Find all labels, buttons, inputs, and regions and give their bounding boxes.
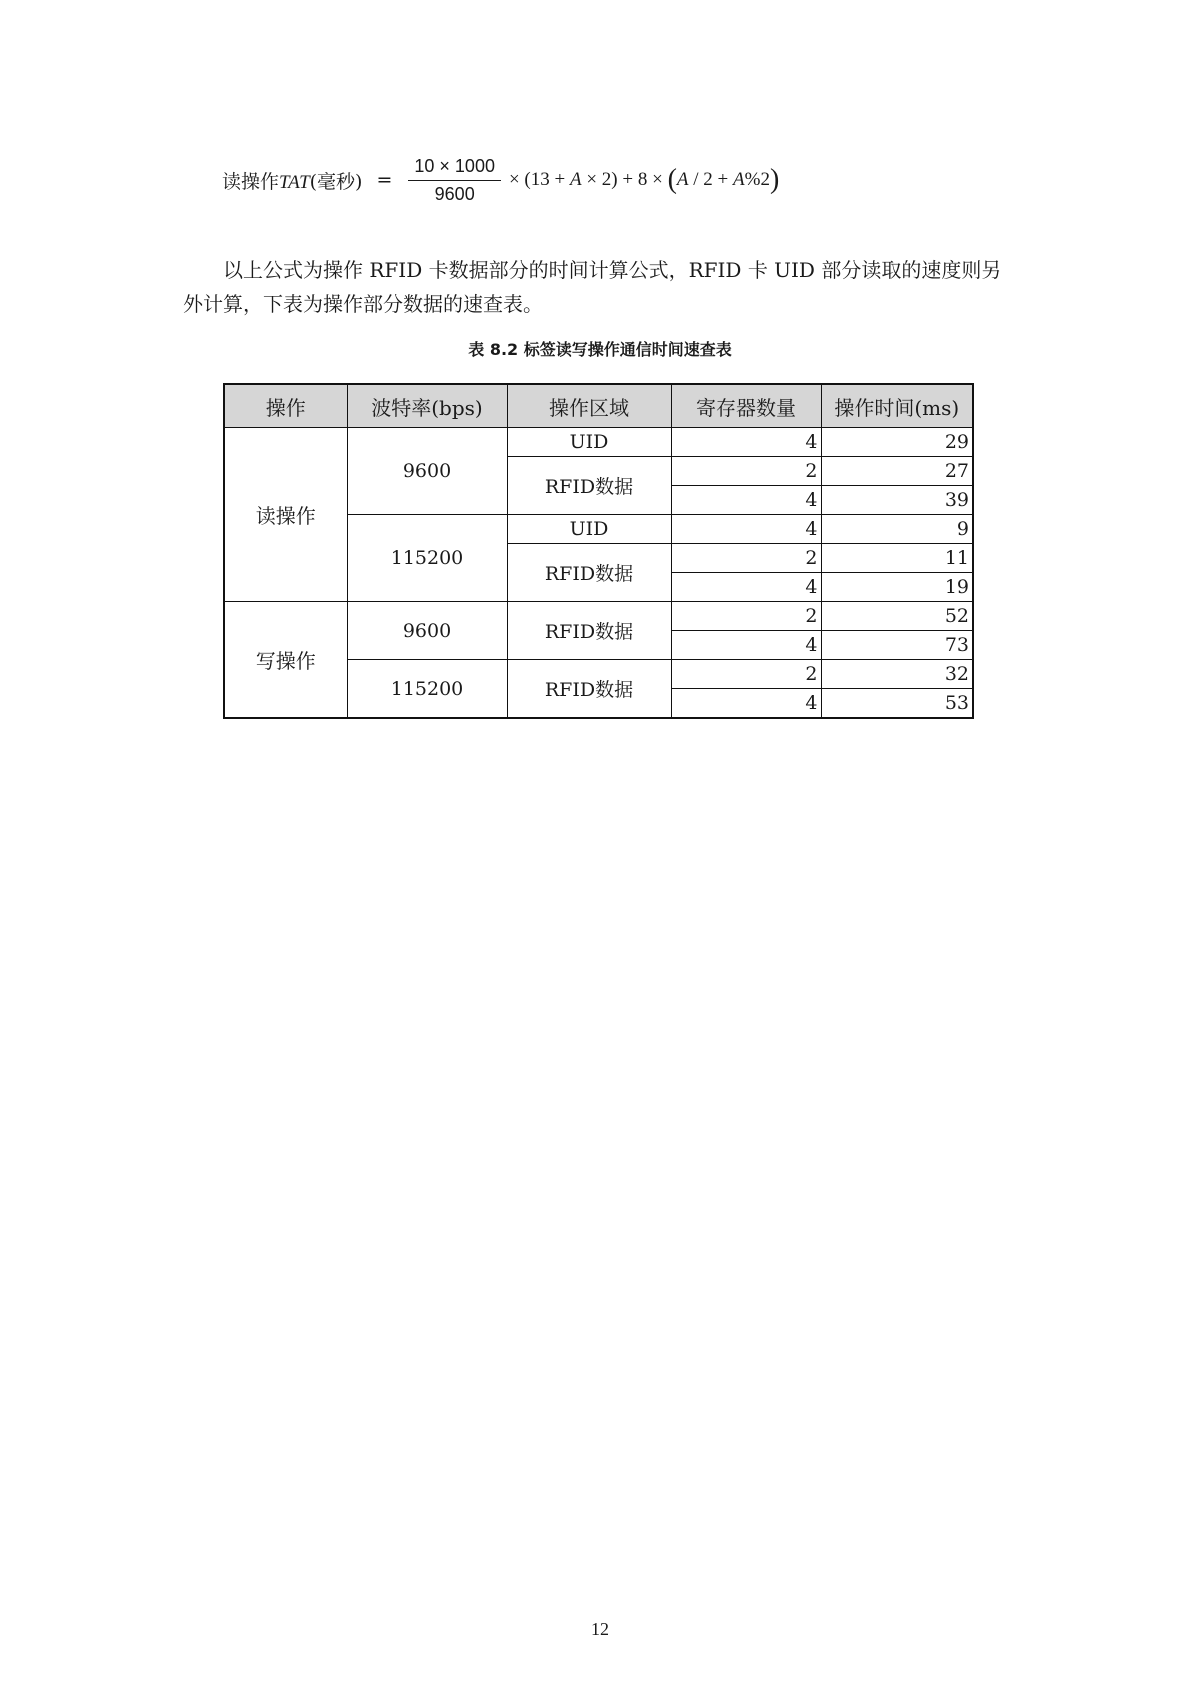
header-cell: 寄存器数量 [671,384,821,428]
count-cell: 4 [671,689,821,719]
area-cell: UID [507,515,671,544]
header-cell: 操作区域 [507,384,671,428]
count-cell: 4 [671,573,821,602]
time-cell: 73 [821,631,973,660]
count-cell: 2 [671,602,821,631]
formula-lhs-prefix: 读操作 [222,170,280,193]
area-cell: RFID数据 [507,660,671,719]
count-cell: 4 [671,428,821,457]
count-cell: 4 [671,515,821,544]
formula-fraction [408,156,501,205]
page-number: 12 [591,1619,609,1639]
body-paragraph [183,253,1033,321]
speed-table [223,383,974,719]
baud-cell: 9600 [347,428,507,515]
time-cell: 29 [821,428,973,457]
time-cell: 32 [821,660,973,689]
formula [222,150,779,210]
area-cell: RFID数据 [507,602,671,660]
formula-equals: = [376,169,393,191]
area-cell: RFID数据 [507,544,671,602]
paragraph-line: 外计算，下表为操作部分数据的速查表。 [183,292,543,316]
operation-cell: 读操作 [224,428,347,602]
formula-var-a: A [733,169,745,190]
count-cell: 4 [671,631,821,660]
header-cell: 波特率(bps) [347,384,507,428]
baud-cell: 115200 [347,515,507,602]
formula-paren: ( [667,164,677,195]
table-header-row [224,384,973,428]
baud-cell: 115200 [347,660,507,719]
count-cell: 2 [671,457,821,486]
area-cell: UID [507,428,671,457]
time-cell: 53 [821,689,973,719]
formula-denominator: 9600 [434,183,475,204]
time-cell: 19 [821,573,973,602]
count-cell: 2 [671,544,821,573]
header-cell: 操作时间(ms) [821,384,973,428]
formula-paren: ) [769,164,780,195]
formula-lhs [222,167,362,194]
formula-var-tat: TAT [279,171,310,193]
formula-part: %2 [744,169,770,190]
header-cell: 操作 [224,384,347,428]
table-row [224,428,973,457]
formula-part: × 2) + 8 × [581,169,668,190]
baud-cell: 9600 [347,602,507,660]
formula-rest [509,164,779,196]
paragraph-line: 以上公式为操作 RFID 卡数据部分的时间计算公式，RFID 卡 UID 部分读取的速度则另 [223,258,1002,282]
area-cell: RFID数据 [507,457,671,515]
formula-part: × (13 + [508,169,570,190]
formula-unit: (毫秒) [309,170,363,193]
formula-part: / 2 + [688,169,734,190]
formula-numerator: 10 × 1000 [408,156,501,181]
time-cell: 52 [821,602,973,631]
operation-cell: 写操作 [224,602,347,719]
count-cell: 2 [671,660,821,689]
table-row [224,602,973,631]
count-cell: 4 [671,486,821,515]
time-cell: 27 [821,457,973,486]
time-cell: 39 [821,486,973,515]
formula-var-a: A [676,169,689,190]
formula-var-a: A [569,169,582,190]
table-caption: 表 8.2 标签读写操作通信时间速查表 [468,340,732,359]
time-cell: 9 [821,515,973,544]
time-cell: 11 [821,544,973,573]
